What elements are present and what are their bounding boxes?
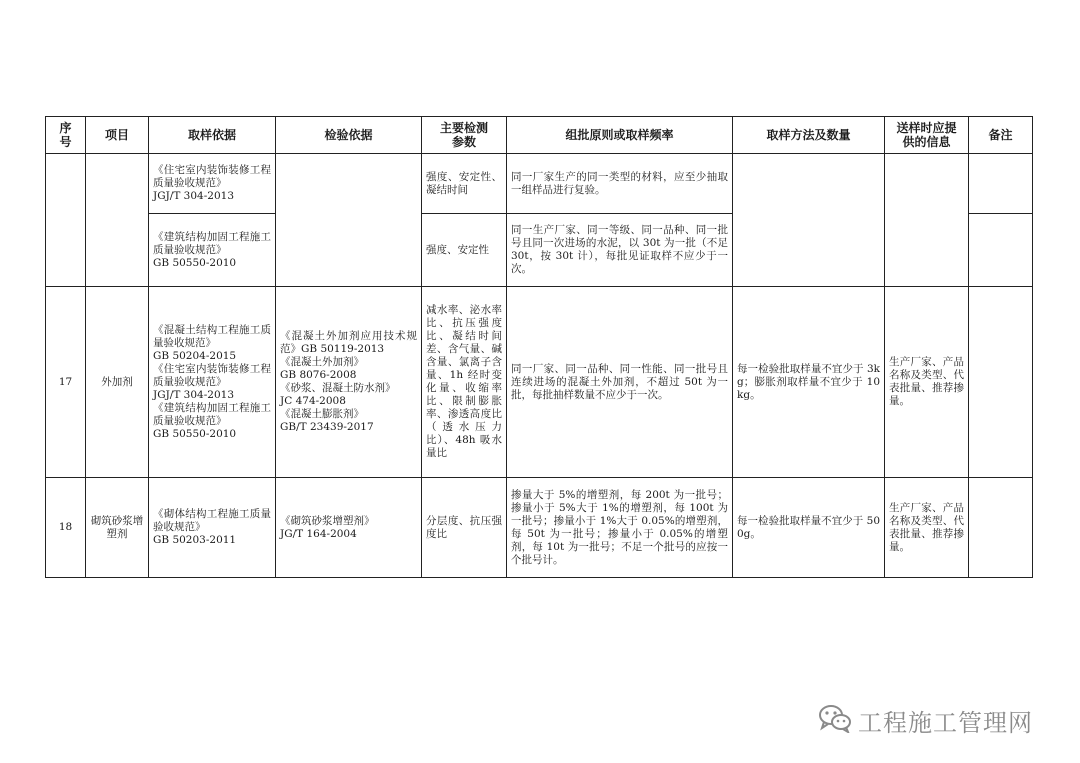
header-batch-rule: 组批原则或取样频率: [507, 117, 733, 154]
cement-rule-1: 同一厂家生产的同一类型的材料，应至少抽取一组样品进行复验。: [507, 154, 733, 214]
row17-sampling: 《混凝土结构工程施工质量验收规范》 GB 50204-2015 《住宅室内装饰装修工程质量验收规范》 JGJ/T 304-2013 《建筑结构加固工程施工质量验收规范》 GB 50550-2010: [149, 287, 276, 478]
watermark: [818, 702, 1033, 738]
row18-remarks: [969, 478, 1033, 578]
table-row: [46, 478, 1033, 578]
row17-remarks: [969, 287, 1033, 478]
row17-method: 每一检验批取样量不宜少于 3kg；膨胀剂取样量不宜少于 10kg。: [733, 287, 885, 478]
row18-item: 砌筑砂浆增塑剂: [86, 478, 149, 578]
row17-info: 生产厂家、产品名称及类型、代表批量、推荐掺量。: [885, 287, 969, 478]
cement-sampling-2: 《建筑结构加固工程施工质量验收规范》 GB 50550-2010: [149, 214, 276, 287]
row17-params: 减水率、泌水率比、抗压强度比、凝结时间差、含气量、碱含量、氯离子含量、1h 经时变化量、收缩率比、限制膨胀率、渗透高度比（透水压力比）、48h 吸水量比: [422, 287, 507, 478]
cement-inspection-cell: [276, 154, 422, 287]
row18-params: 分层度、抗压强度比: [422, 478, 507, 578]
row18-rule: 掺量大于 5%的增塑剂，每 200t 为一批号；掺量小于 5%大于 1%的增塑剂，每 100t 为一批号；掺量小于 1%大于 0.05%的增塑剂，每 50t 为一批号；掺量小于 0.05%的增塑剂，每 10t 为一批号；不足一个批号的应按一个批号计。: [507, 478, 733, 578]
header-item: 项目: [86, 117, 149, 154]
table-row: [46, 154, 1033, 214]
row17-item: 外加剂: [86, 287, 149, 478]
cement-seq-cell: [46, 154, 86, 287]
cement-params-2: 强度、安定性: [422, 214, 507, 287]
header-sampling-method: 取样方法及数量: [733, 117, 885, 154]
header-main-params: 主要检测 参数: [422, 117, 507, 154]
row18-sampling: 《砌体结构工程施工质量验收规范》 GB 50203-2011: [149, 478, 276, 578]
cement-method-cell: [733, 154, 885, 287]
row17-seq: 17: [46, 287, 86, 478]
cement-sampling-1: 《住宅室内装饰装修工程质量验收规范》 JGJ/T 304-2013: [149, 154, 276, 214]
header-sampling-basis: 取样依据: [149, 117, 276, 154]
header-info: 送样时应提 供的信息: [885, 117, 969, 154]
cement-remarks-2: [969, 214, 1033, 287]
row18-inspection: 《砌筑砂浆增塑剂》 JG/T 164-2004: [276, 478, 422, 578]
cement-params-1: 强度、安定性、凝结时间: [422, 154, 507, 214]
cement-remarks-1: [969, 154, 1033, 214]
table-row: [46, 287, 1033, 478]
row18-seq: 18: [46, 478, 86, 578]
row17-inspection: 《混凝土外加剂应用技术规范》GB 50119-2013 《混凝土外加剂》 GB 8076-2008 《砂浆、混凝土防水剂》 JC 474-2008 《混凝土膨胀剂》 GB/T 23439-2017: [276, 287, 422, 478]
row17-rule: 同一厂家、同一品种、同一性能、同一批号且连续进场的混凝土外加剂，不超过 50t 为一批，每批抽样数量不应少于一次。: [507, 287, 733, 478]
cement-item-cell: [86, 154, 149, 287]
header-row: [46, 117, 1033, 154]
header-remarks: 备注: [969, 117, 1033, 154]
row18-method: 每一检验批取样量不宜少于 500g。: [733, 478, 885, 578]
header-inspection-basis: 检验依据: [276, 117, 422, 154]
header-seq: 序 号: [46, 117, 86, 154]
row18-info: 生产厂家、产品名称及类型、代表批量、推荐掺量。: [885, 478, 969, 578]
watermark-text: 工程施工管理网: [858, 708, 1033, 737]
specification-table: [45, 116, 1033, 578]
wechat-icon: [818, 703, 852, 737]
cement-info-cell: [885, 154, 969, 287]
cement-rule-2: 同一生产厂家、同一等级、同一品种、同一批号且同一次进场的水泥，以 30t 为一批（不足 30t，按 30t 计），每批见证取样不应少于一次。: [507, 214, 733, 287]
